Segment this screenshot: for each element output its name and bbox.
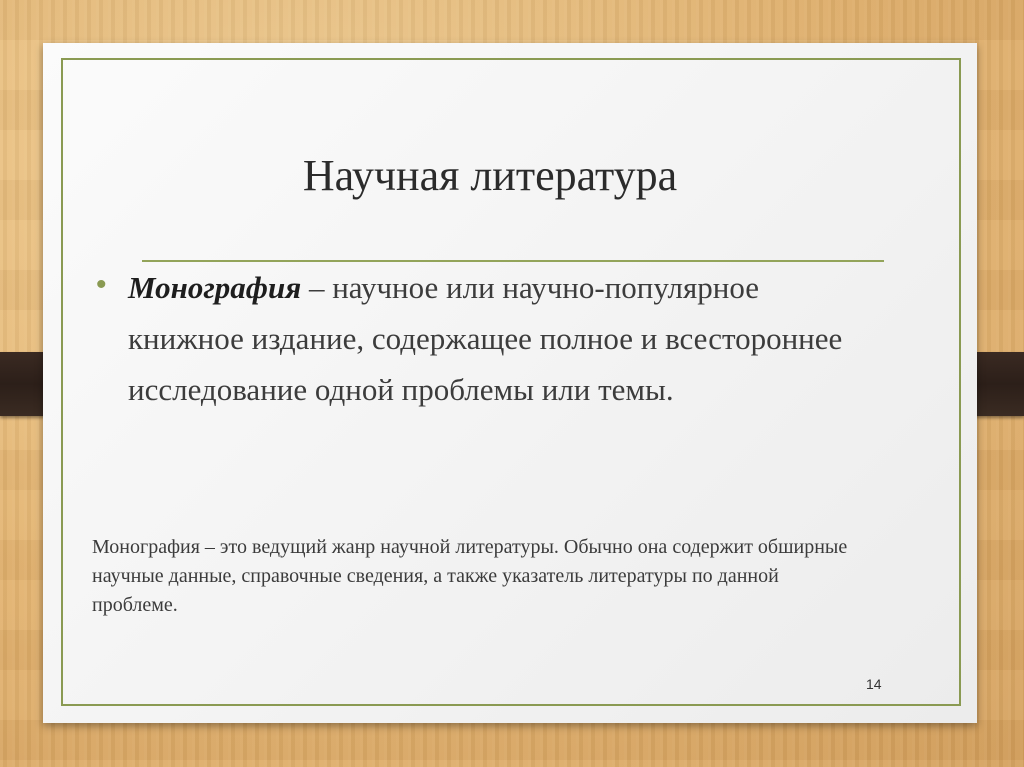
page-number: 14 — [866, 676, 882, 692]
bullet-text — [96, 262, 856, 415]
bullet-marker: • — [96, 268, 107, 301]
slide-title: Научная литература — [302, 151, 678, 200]
bullet-term: Монография — [128, 270, 302, 305]
bullet-definition: – научное или научно-популярное книжное издание, содержащее полное и всестороннее исследование одной проблемы или темы. — [128, 270, 843, 407]
bullet-item — [96, 262, 856, 415]
note-paragraph: Монография – это ведущий жанр научной литературы. Обычно она содержит обширные научные данные, справочные сведения, а также указатель литературы по данной проблеме. — [92, 536, 848, 616]
